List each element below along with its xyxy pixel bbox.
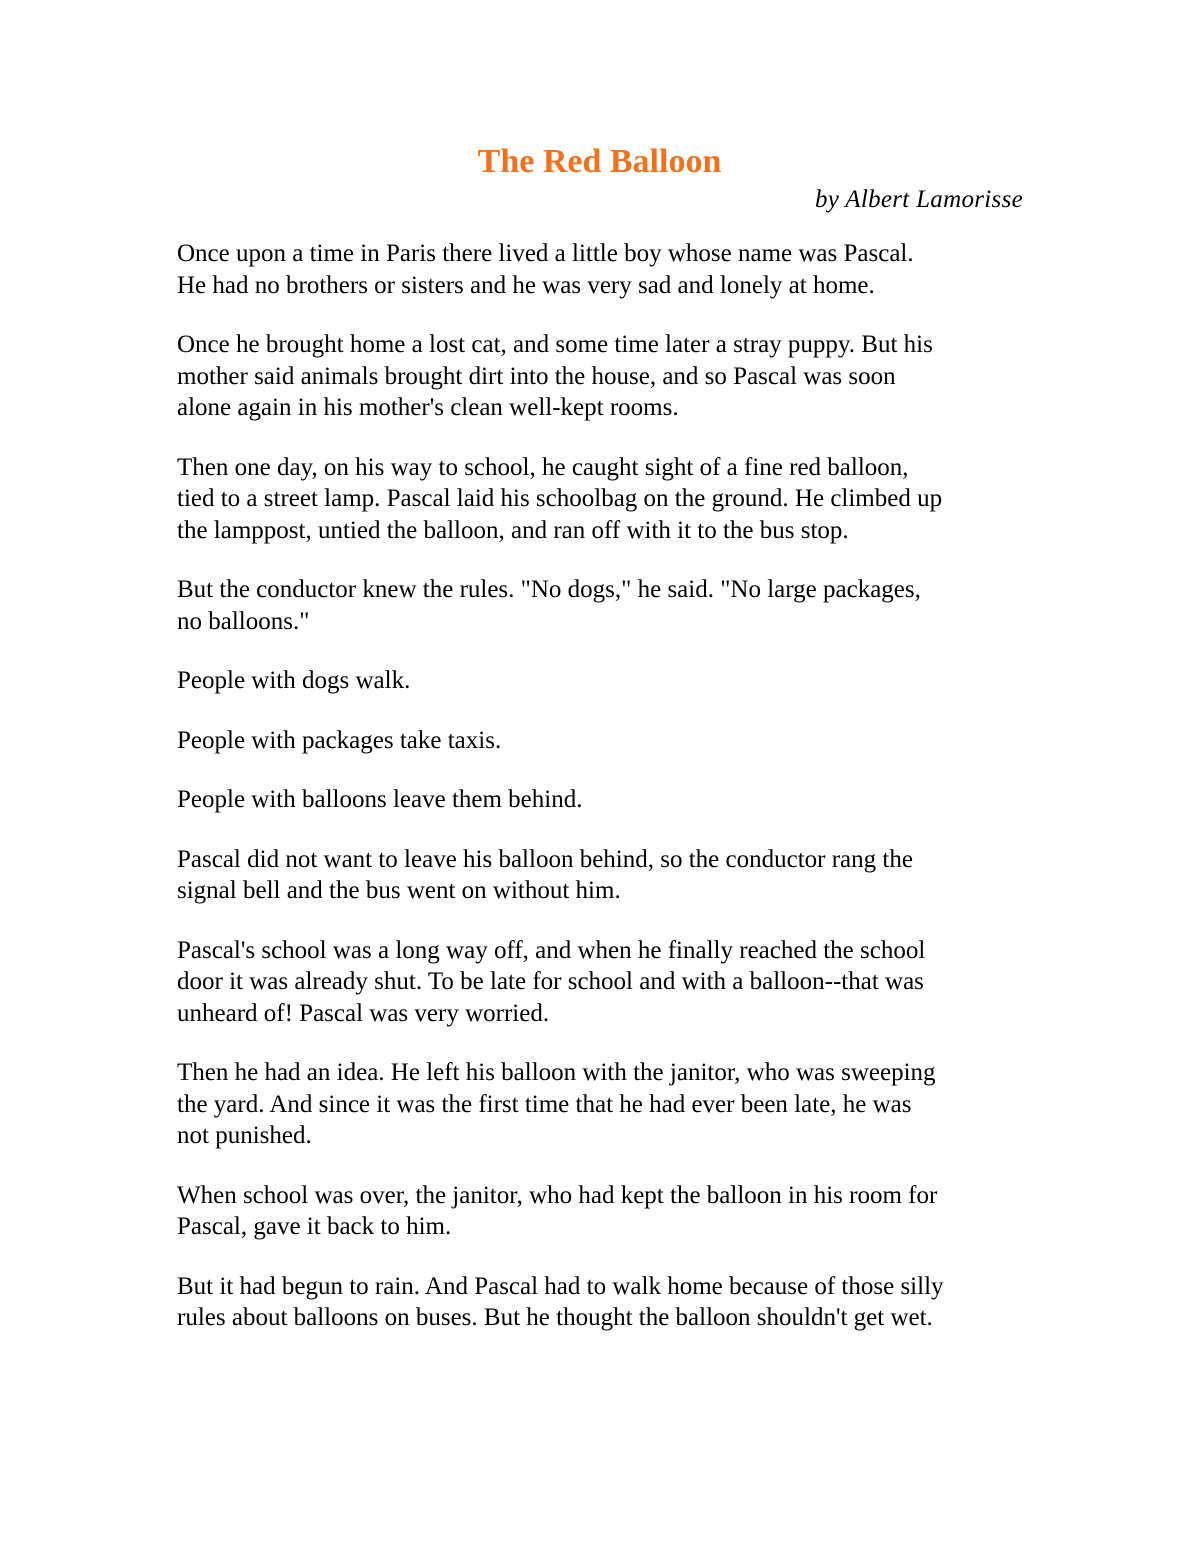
text-line: People with packages take taxis.: [177, 726, 502, 754]
paragraph: [177, 1180, 1027, 1243]
paragraph: [177, 784, 1027, 816]
text-line: door it was already shut. To be late for school and with a balloon--that was: [177, 968, 924, 995]
text-line: no balloons.": [177, 607, 310, 635]
text-line: signal bell and the bus went on without him.: [177, 877, 621, 904]
author-byline: by Albert Lamorisse: [814, 186, 1023, 213]
page-title: The Red Balloon: [477, 143, 722, 180]
text-line: Once upon a time in Paris there lived a little boy whose name was Pascal.: [177, 240, 914, 267]
text-line: But the conductor knew the rules. "No dogs," he said. "No large packages,: [177, 576, 921, 603]
text-line: People with dogs walk.: [177, 667, 411, 694]
text-line: the lamppost, untied the balloon, and ran off with it to the bus stop.: [177, 516, 849, 544]
paragraph: [177, 238, 1027, 301]
text-line: Pascal did not want to leave his balloon behind, so the conductor rang the: [177, 845, 913, 873]
paragraph: [177, 452, 1027, 547]
text-line: the yard. And since it was the first time that he had ever been late, he was: [177, 1090, 912, 1118]
paragraph: [177, 329, 1027, 424]
paragraph: [177, 844, 1027, 907]
text-line: alone again in his mother's clean well-kept rooms.: [177, 394, 679, 421]
document-page: [177, 140, 1027, 1362]
text-line: tied to a street lamp. Pascal laid his schoolbag on the ground. He climbed up: [177, 485, 943, 512]
text-line: Then he had an idea. He left his balloon with the janitor, who was sweeping: [177, 1059, 936, 1086]
text-line: Pascal, gave it back to him.: [177, 1213, 452, 1240]
text-line: Then one day, on his way to school, he caught sight of a fine red balloon,: [177, 453, 909, 481]
paragraph: [177, 725, 1027, 757]
text-line: unheard of! Pascal was very worried.: [177, 999, 550, 1027]
text-line: But it had begun to rain. And Pascal had to walk home because of those silly: [177, 1272, 944, 1300]
text-line: Pascal's school was a long way off, and when he finally reached the school: [177, 936, 926, 964]
paragraph: [177, 935, 1027, 1030]
text-line: not punished.: [177, 1122, 312, 1149]
text-line: When school was over, the janitor, who had kept the balloon in his room for: [177, 1181, 938, 1209]
text-line: He had no brothers or sisters and he was very sad and lonely at home.: [177, 271, 875, 299]
paragraph: [177, 1057, 1027, 1152]
text-line: mother said animals brought dirt into the house, and so Pascal was soon: [177, 362, 896, 390]
paragraph: [177, 1271, 1027, 1334]
paragraph: [177, 665, 1027, 697]
text-line: People with balloons leave them behind.: [177, 786, 583, 813]
text-line: rules about balloons on buses. But he thought the balloon shouldn't get wet.: [177, 1304, 933, 1331]
paragraph: [177, 574, 1027, 637]
text-line: Once he brought home a lost cat, and some time later a stray puppy. But his: [177, 331, 933, 358]
